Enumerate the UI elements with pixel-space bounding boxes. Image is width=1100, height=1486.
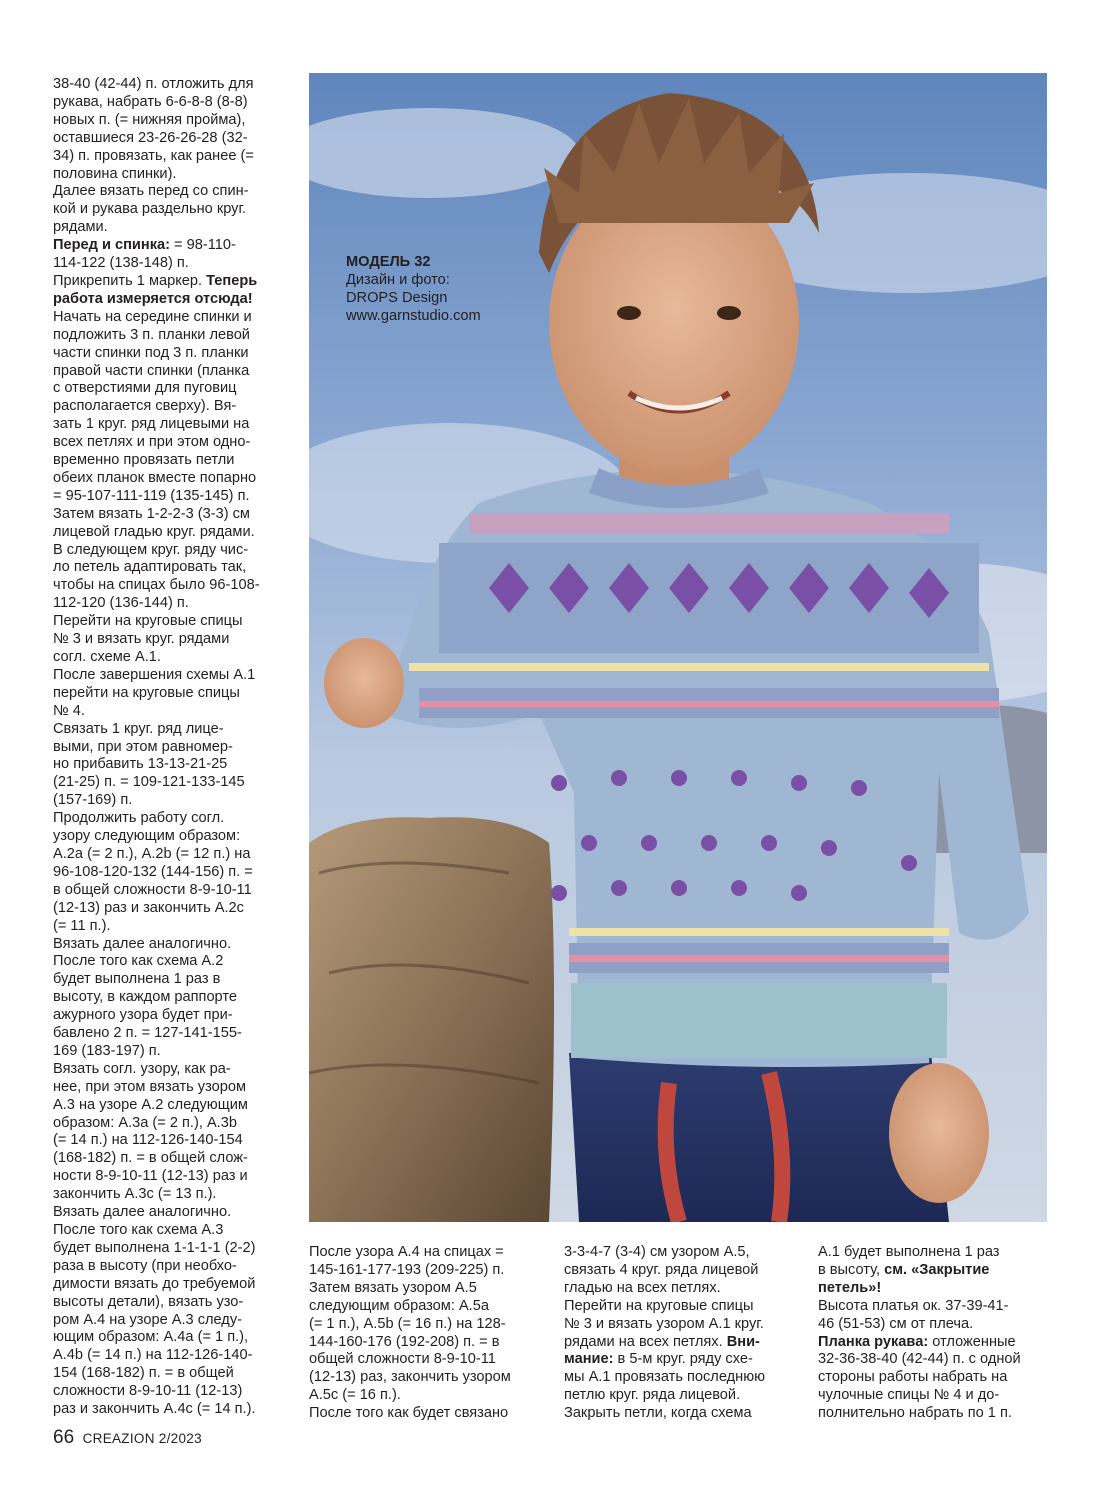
plain-text: № 4. [53,702,85,719]
plain-text: петлю круг. ряда лицевой. [564,1387,741,1404]
text-line [53,291,293,309]
plain-text: 144-160-176 (192-208) п. = в [309,1333,500,1350]
text-line [53,1383,293,1401]
text-line [53,1401,293,1419]
bold-text: Перед и спинка: [53,237,170,254]
text-line [53,1329,293,1347]
text-line [309,1405,545,1423]
text-line [309,1351,545,1369]
text-line [818,1280,1054,1298]
text-line [53,1043,293,1061]
text-line [53,237,293,255]
plain-text: = 95-107-111-119 (135-145) п. [53,487,250,504]
text-line [53,1168,293,1186]
text-line [53,470,293,488]
plain-text: новых п. (= нижняя пройма), [53,111,246,128]
text-line [53,864,293,882]
plain-text: ности 8-9-10-11 (12-13) раз и [53,1168,248,1185]
photo-caption [346,254,481,326]
plain-text: временно провязать петли [53,452,235,469]
bold-text: петель»! [818,1279,882,1296]
text-line [818,1244,1054,1262]
plain-text: Высота платья ок. 37-39-41- [818,1297,1009,1314]
text-line [53,685,293,703]
text-line [564,1244,800,1262]
page-number: 66 [53,1427,75,1448]
text-line [53,183,293,201]
plain-text: узору следующим образом: [53,828,241,845]
plain-text: 169 (183-197) п. [53,1042,161,1059]
plain-text: рядами на всех петлях. [564,1333,727,1350]
text-line [53,219,293,237]
plain-text: 112-120 (136-144) п. [53,595,189,612]
text-column-bottom-1 [309,1244,545,1423]
plain-text: будет выполнена 1 раз в [53,971,221,988]
plain-text: 96-108-120-132 (144-156) п. = [53,863,253,880]
plain-text: чтобы на спицах было 96-108- [53,577,260,594]
text-line [53,1347,293,1365]
text-line [309,1316,545,1334]
text-line [309,1334,545,1352]
text-line [53,76,293,94]
text-line [53,792,293,810]
text-line [564,1387,800,1405]
bold-text: Вни- [726,1333,760,1350]
plain-text: 3-3-4-7 (3-4) см узором А.5, [564,1244,750,1260]
plain-text: В следующем круг. ряду чис- [53,541,249,558]
plain-text: рукава, набрать 6-6-8-8 (8-8) [53,93,248,110]
plain-text: половина спинки). [53,165,177,182]
model-title: МОДЕЛЬ 32 [346,254,431,270]
plain-text: раз и закончить А.4c (= 14 п.). [53,1401,256,1418]
text-line [53,595,293,613]
plain-text: раза в высоту (при необхо- [53,1257,237,1274]
text-line [53,739,293,757]
plain-text: общей сложности 8-9-10-11 [309,1351,496,1368]
text-column-left [53,76,293,1419]
text-line [53,667,293,685]
plain-text: (12-13) раз и закончить А.2c [53,899,244,916]
plain-text: После того как будет связано [309,1405,509,1422]
text-column-bottom-2 [564,1244,800,1423]
text-line [53,434,293,452]
text-line [53,1294,293,1312]
bold-text: работа измеряется отсюда! [53,290,253,307]
plain-text: димости вязать до требуемой [53,1275,256,1292]
plain-text: мы А.1 провязать последнюю [564,1369,766,1386]
plain-text: бавлено 2 п. = 127-141-155- [53,1025,242,1042]
text-line [53,1204,293,1222]
plain-text: закончить А.3c (= 13 п.). [53,1186,217,1203]
plain-text: 114-122 (138-148) п. [53,255,189,272]
text-line [53,488,293,506]
plain-text: будет выполнена 1-1-1-1 (2-2) [53,1239,256,1256]
text-line [564,1316,800,1334]
plain-text: После того как схема А.3 [53,1222,224,1238]
text-line [53,130,293,148]
text-line [53,112,293,130]
text-line [53,380,293,398]
plain-text: (21-25) п. = 109-121-133-145 [53,774,245,791]
plain-text: подложить 3 п. планки левой [53,326,250,343]
text-line [53,452,293,470]
plain-text: выми, при этом равномер- [53,738,233,755]
text-line [53,255,293,273]
model-photo [309,73,1047,1222]
plain-text: всех петлях и при этом одно- [53,434,251,451]
bold-text: Планка рукава: [818,1333,929,1350]
plain-text: в высоту, [818,1261,885,1278]
plain-text: Закрыть петли, когда схема [564,1405,752,1422]
text-line [53,542,293,560]
plain-text: Прикрепить 1 маркер. [53,272,207,289]
text-line [53,398,293,416]
plain-text: стороны работы набрать на [818,1369,1008,1386]
plain-text: После узора А.4 на спицах = [309,1244,504,1260]
text-line [818,1387,1054,1405]
caption-design-label: Дизайн и фото: [346,271,450,288]
plain-text: обеих планок вместе попарно [53,469,257,486]
plain-text: с отверстиями для пуговиц [53,380,237,397]
plain-text: высоту, в каждом раппорте [53,989,237,1006]
plain-text: полнительно набрать по 1 п. [818,1405,1012,1422]
caption-website: www.garnstudio.com [346,307,481,324]
plain-text: А.2a (= 2 п.), А.2b (= 12 п.) на [53,845,251,862]
text-line [53,1186,293,1204]
plain-text: Далее вязать перед со спин- [53,183,249,200]
plain-text: А.4b (= 14 п.) на 112-126-140- [53,1347,253,1364]
plain-text: № 3 и вязать круг. рядами [53,631,230,648]
text-line [53,953,293,971]
text-line [53,936,293,954]
plain-text: нее, при этом вязать узором [53,1078,247,1095]
text-line [53,1258,293,1276]
plain-text: Продолжить работу согл. [53,810,225,827]
plain-text: Начать на середине спинки и [53,308,252,325]
text-line [53,649,293,667]
text-line [53,721,293,739]
plain-text: 34) п. провязать, как ранее (= [53,147,254,164]
text-line [53,1365,293,1383]
bold-text: Теперь [206,272,258,289]
plain-text: правой части спинки (планка [53,362,250,379]
plain-text: № 3 и вязать узором А.1 круг. [564,1315,764,1332]
plain-text: (168-182) п. = в общей слож- [53,1150,248,1167]
plain-text: части спинки под 3 п. планки [53,344,249,361]
plain-text: образом: А.3a (= 2 п.), А.3b [53,1114,237,1131]
text-line [53,631,293,649]
plain-text: ло петель адаптировать так, [53,559,247,576]
text-line [53,1222,293,1240]
text-line [53,810,293,828]
plain-text: Вязать далее аналогично. [53,935,232,952]
text-line [53,900,293,918]
text-line [564,1298,800,1316]
plain-text: оставшиеся 23-26-26-28 (32- [53,129,248,146]
plain-text: в общей сложности 8-9-10-11 [53,881,252,898]
text-line [53,1025,293,1043]
plain-text: ющим образом: А.4a (= 1 п.), [53,1329,249,1346]
plain-text: 154 (168-182) п. = в общей [53,1365,234,1382]
magazine-issue: CREAZION 2/2023 [82,1431,202,1446]
text-line [53,1132,293,1150]
text-line [53,1312,293,1330]
plain-text: сложности 8-9-10-11 (12-13) [53,1383,243,1400]
plain-text: связать 4 круг. ряда лицевой [564,1261,759,1278]
text-line [564,1280,800,1298]
text-line [53,559,293,577]
plain-text: = 98-110- [169,237,236,254]
plain-text: Связать 1 круг. ряд лице- [53,720,224,737]
plain-text: лицевой гладью круг. рядами. [53,523,255,540]
text-line [818,1298,1054,1316]
text-column-bottom-3 [818,1244,1054,1423]
page-footer [53,1427,202,1449]
text-line [53,506,293,524]
text-line [53,703,293,721]
text-line [53,1276,293,1294]
plain-text: гладью на всех петлях. [564,1279,721,1296]
plain-text: (= 14 п.) на 112-126-140-154 [53,1132,243,1149]
text-line [564,1369,800,1387]
text-line [53,201,293,219]
text-line [309,1280,545,1298]
plain-text: (= 11 п.). [53,917,111,934]
plain-text: согл. схеме А.1. [53,649,161,665]
text-line [309,1369,545,1387]
plain-text: Затем вязать узором А.5 [309,1279,477,1296]
plain-text: (12-13) раз, закончить узором [309,1369,511,1386]
plain-text: Перейти на круговые спицы [53,613,243,630]
text-line [53,1097,293,1115]
text-line [53,989,293,1007]
text-line [818,1369,1054,1387]
text-line [53,1240,293,1258]
text-line [53,971,293,989]
text-line [53,846,293,864]
text-line [309,1262,545,1280]
text-line [564,1262,800,1280]
plain-text: 46 (51-53) см от плеча. [818,1315,974,1332]
plain-text: Затем вязать 1-2-2-3 (3-3) см [53,505,250,522]
plain-text: рядами. [53,219,108,236]
plain-text: Вязать согл. узору, как ра- [53,1060,231,1077]
text-line [53,363,293,381]
text-line [53,1061,293,1079]
plain-text: Перейти на круговые спицы [564,1297,754,1314]
text-line [53,918,293,936]
text-line [53,309,293,327]
plain-text: (= 1 п.), А.5b (= 16 п.) на 128- [309,1315,506,1332]
plain-text: в 5-м круг. ряду схе- [613,1351,753,1368]
text-line [53,1115,293,1133]
text-line [53,345,293,363]
text-line [53,524,293,542]
plain-text: кой и рукава раздельно круг. [53,201,247,218]
text-line [309,1244,545,1262]
plain-text: следующим образом: А.5a [309,1297,489,1314]
plain-text: 32-36-38-40 (42-44) п. с одной [818,1351,1021,1368]
plain-text: После того как схема А.2 [53,953,224,970]
plain-text: А.5c (= 16 п.). [309,1387,401,1404]
text-line [53,882,293,900]
text-line [53,774,293,792]
plain-text: отложенные [928,1333,1016,1350]
text-line [818,1405,1054,1423]
bold-text: см. «Закрытие [884,1261,990,1278]
plain-text: ром А.4 на узоре А.3 следу- [53,1311,242,1328]
text-line [818,1351,1054,1369]
text-line [53,273,293,291]
text-line [53,756,293,774]
text-line [53,1150,293,1168]
plain-text: ажурного узора будет при- [53,1007,233,1024]
text-line [53,613,293,631]
plain-text: располагается сверху). Вя- [53,398,237,415]
plain-text: но прибавить 13-13-21-25 [53,756,228,773]
text-line [53,828,293,846]
plain-text: 145-161-177-193 (209-225) п. [309,1261,505,1278]
text-line [818,1316,1054,1334]
text-line [53,416,293,434]
text-line [53,1007,293,1025]
plain-text: зать 1 круг. ряд лицевыми на [53,416,250,433]
text-line [309,1298,545,1316]
plain-text: Вязать далее аналогично. [53,1204,232,1221]
text-line [818,1334,1054,1352]
plain-text: После завершения схемы А.1 [53,666,256,683]
plain-text: высоты детали), вязать узо- [53,1293,244,1310]
text-line [53,94,293,112]
plain-text: (157-169) п. [53,792,133,809]
text-line [564,1405,800,1423]
text-line [818,1262,1054,1280]
text-line [53,577,293,595]
text-line [564,1334,800,1352]
text-line [53,1079,293,1097]
text-line [53,148,293,166]
plain-text: 38-40 (42-44) п. отложить для [53,76,254,92]
text-line [53,327,293,345]
plain-text: А.3 на узоре А.2 следующим [53,1096,248,1113]
plain-text: А.1 будет выполнена 1 раз [818,1244,1000,1260]
text-line [564,1351,800,1369]
plain-text: перейти на круговые спицы [53,684,240,701]
bold-text: мание: [564,1351,614,1368]
text-line [309,1387,545,1405]
text-line [53,166,293,184]
caption-brand: DROPS Design [346,289,448,306]
plain-text: чулочные спицы № 4 и до- [818,1387,1000,1404]
